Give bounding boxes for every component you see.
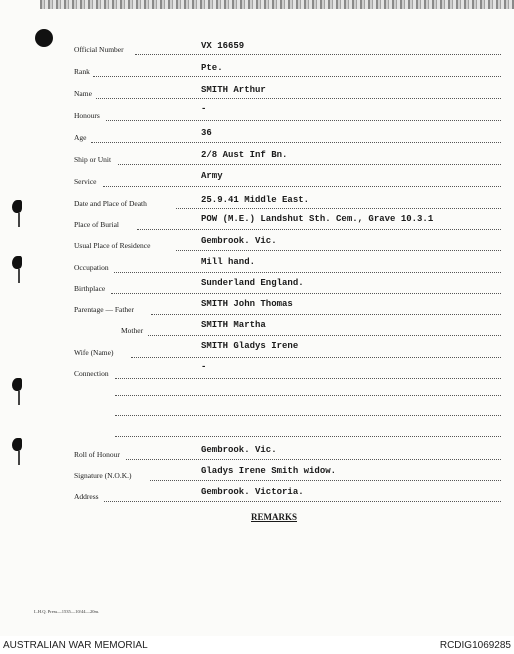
footer-bar [0, 636, 514, 654]
field-value-birthplace: Sunderland England. [201, 278, 304, 288]
field-line [150, 480, 501, 481]
field-value-connection: - [201, 362, 207, 372]
field-line [137, 229, 501, 230]
field-line [151, 314, 501, 315]
field-line [111, 293, 501, 294]
connection-line [115, 395, 501, 396]
footer-institution: AUSTRALIAN WAR MEMORIAL [3, 640, 148, 651]
binder-clip [8, 256, 24, 283]
field-label-connection: Connection [74, 369, 109, 378]
field-line [131, 357, 501, 358]
field-line [176, 208, 501, 209]
field-line [176, 250, 501, 251]
field-label-address: Address [74, 492, 99, 501]
field-value-signature: Gladys Irene Smith widow. [201, 466, 337, 476]
field-label-mother: Mother [121, 326, 144, 335]
printer-note: L.H.Q. Press—1535—10/44—20m. [34, 609, 100, 614]
field-line [91, 142, 501, 143]
scan-edge [40, 0, 514, 9]
field-line [114, 272, 501, 273]
field-label-official-number: Official Number [74, 45, 124, 54]
field-label-honours: Honours [74, 111, 100, 120]
field-line [93, 76, 501, 77]
connection-line [115, 436, 501, 437]
field-line [106, 120, 501, 121]
field-value-service: Army [201, 171, 223, 181]
field-label-date-place-of-death: Date and Place of Death [74, 199, 147, 208]
binder-clip [8, 438, 24, 465]
field-value-address: Gembrook. Victoria. [201, 487, 304, 497]
field-line [96, 98, 501, 99]
field-value-usual-residence: Gembrook. Vic. [201, 236, 277, 246]
field-line [104, 501, 501, 502]
field-value-date-place-of-death: 25.9.41 Middle East. [201, 195, 310, 205]
field-label-service: Service [74, 177, 97, 186]
field-line [126, 459, 501, 460]
field-line [148, 335, 501, 336]
footer-record-id: RCDIG1069285 [439, 640, 511, 651]
punch-hole [35, 29, 53, 47]
field-value-name: SMITH Arthur [201, 85, 266, 95]
binder-clip [8, 378, 24, 405]
field-label-occupation: Occupation [74, 263, 109, 272]
field-label-signature: Signature (N.O.K.) [74, 471, 132, 480]
field-label-age: Age [74, 133, 87, 142]
field-value-wife: SMITH Gladys Irene [201, 341, 299, 351]
field-value-rank: Pte. [201, 63, 223, 73]
field-label-father: Parentage — Father [74, 305, 134, 314]
field-value-mother: SMITH Martha [201, 320, 266, 330]
field-label-ship-or-unit: Ship or Unit [74, 155, 112, 164]
field-label-name: Name [74, 89, 92, 98]
field-value-age: 36 [201, 128, 212, 138]
field-line [115, 378, 501, 379]
field-value-father: SMITH John Thomas [201, 299, 293, 309]
field-value-honours: - [201, 104, 207, 114]
field-label-wife: Wife (Name) [74, 348, 114, 357]
field-line [118, 164, 501, 165]
remarks-heading: REMARKS [251, 512, 298, 522]
binder-clip [8, 200, 24, 227]
field-label-usual-residence: Usual Place of Residence [74, 241, 151, 250]
field-value-place-of-burial: POW (M.E.) Landshut Sth. Cem., Grave 10.3.1 [201, 214, 434, 224]
connection-line [115, 415, 501, 416]
field-label-roll-of-honour: Roll of Honour [74, 450, 120, 459]
field-line [135, 54, 501, 55]
field-value-ship-or-unit: 2/8 Aust Inf Bn. [201, 150, 288, 160]
field-label-rank: Rank [74, 67, 90, 76]
field-label-birthplace: Birthplace [74, 284, 106, 293]
field-value-roll-of-honour: Gembrook. Vic. [201, 445, 277, 455]
field-value-official-number: VX 16659 [201, 41, 245, 51]
field-value-occupation: Mill hand. [201, 257, 256, 267]
field-line [103, 186, 501, 187]
field-label-place-of-burial: Place of Burial [74, 220, 119, 229]
